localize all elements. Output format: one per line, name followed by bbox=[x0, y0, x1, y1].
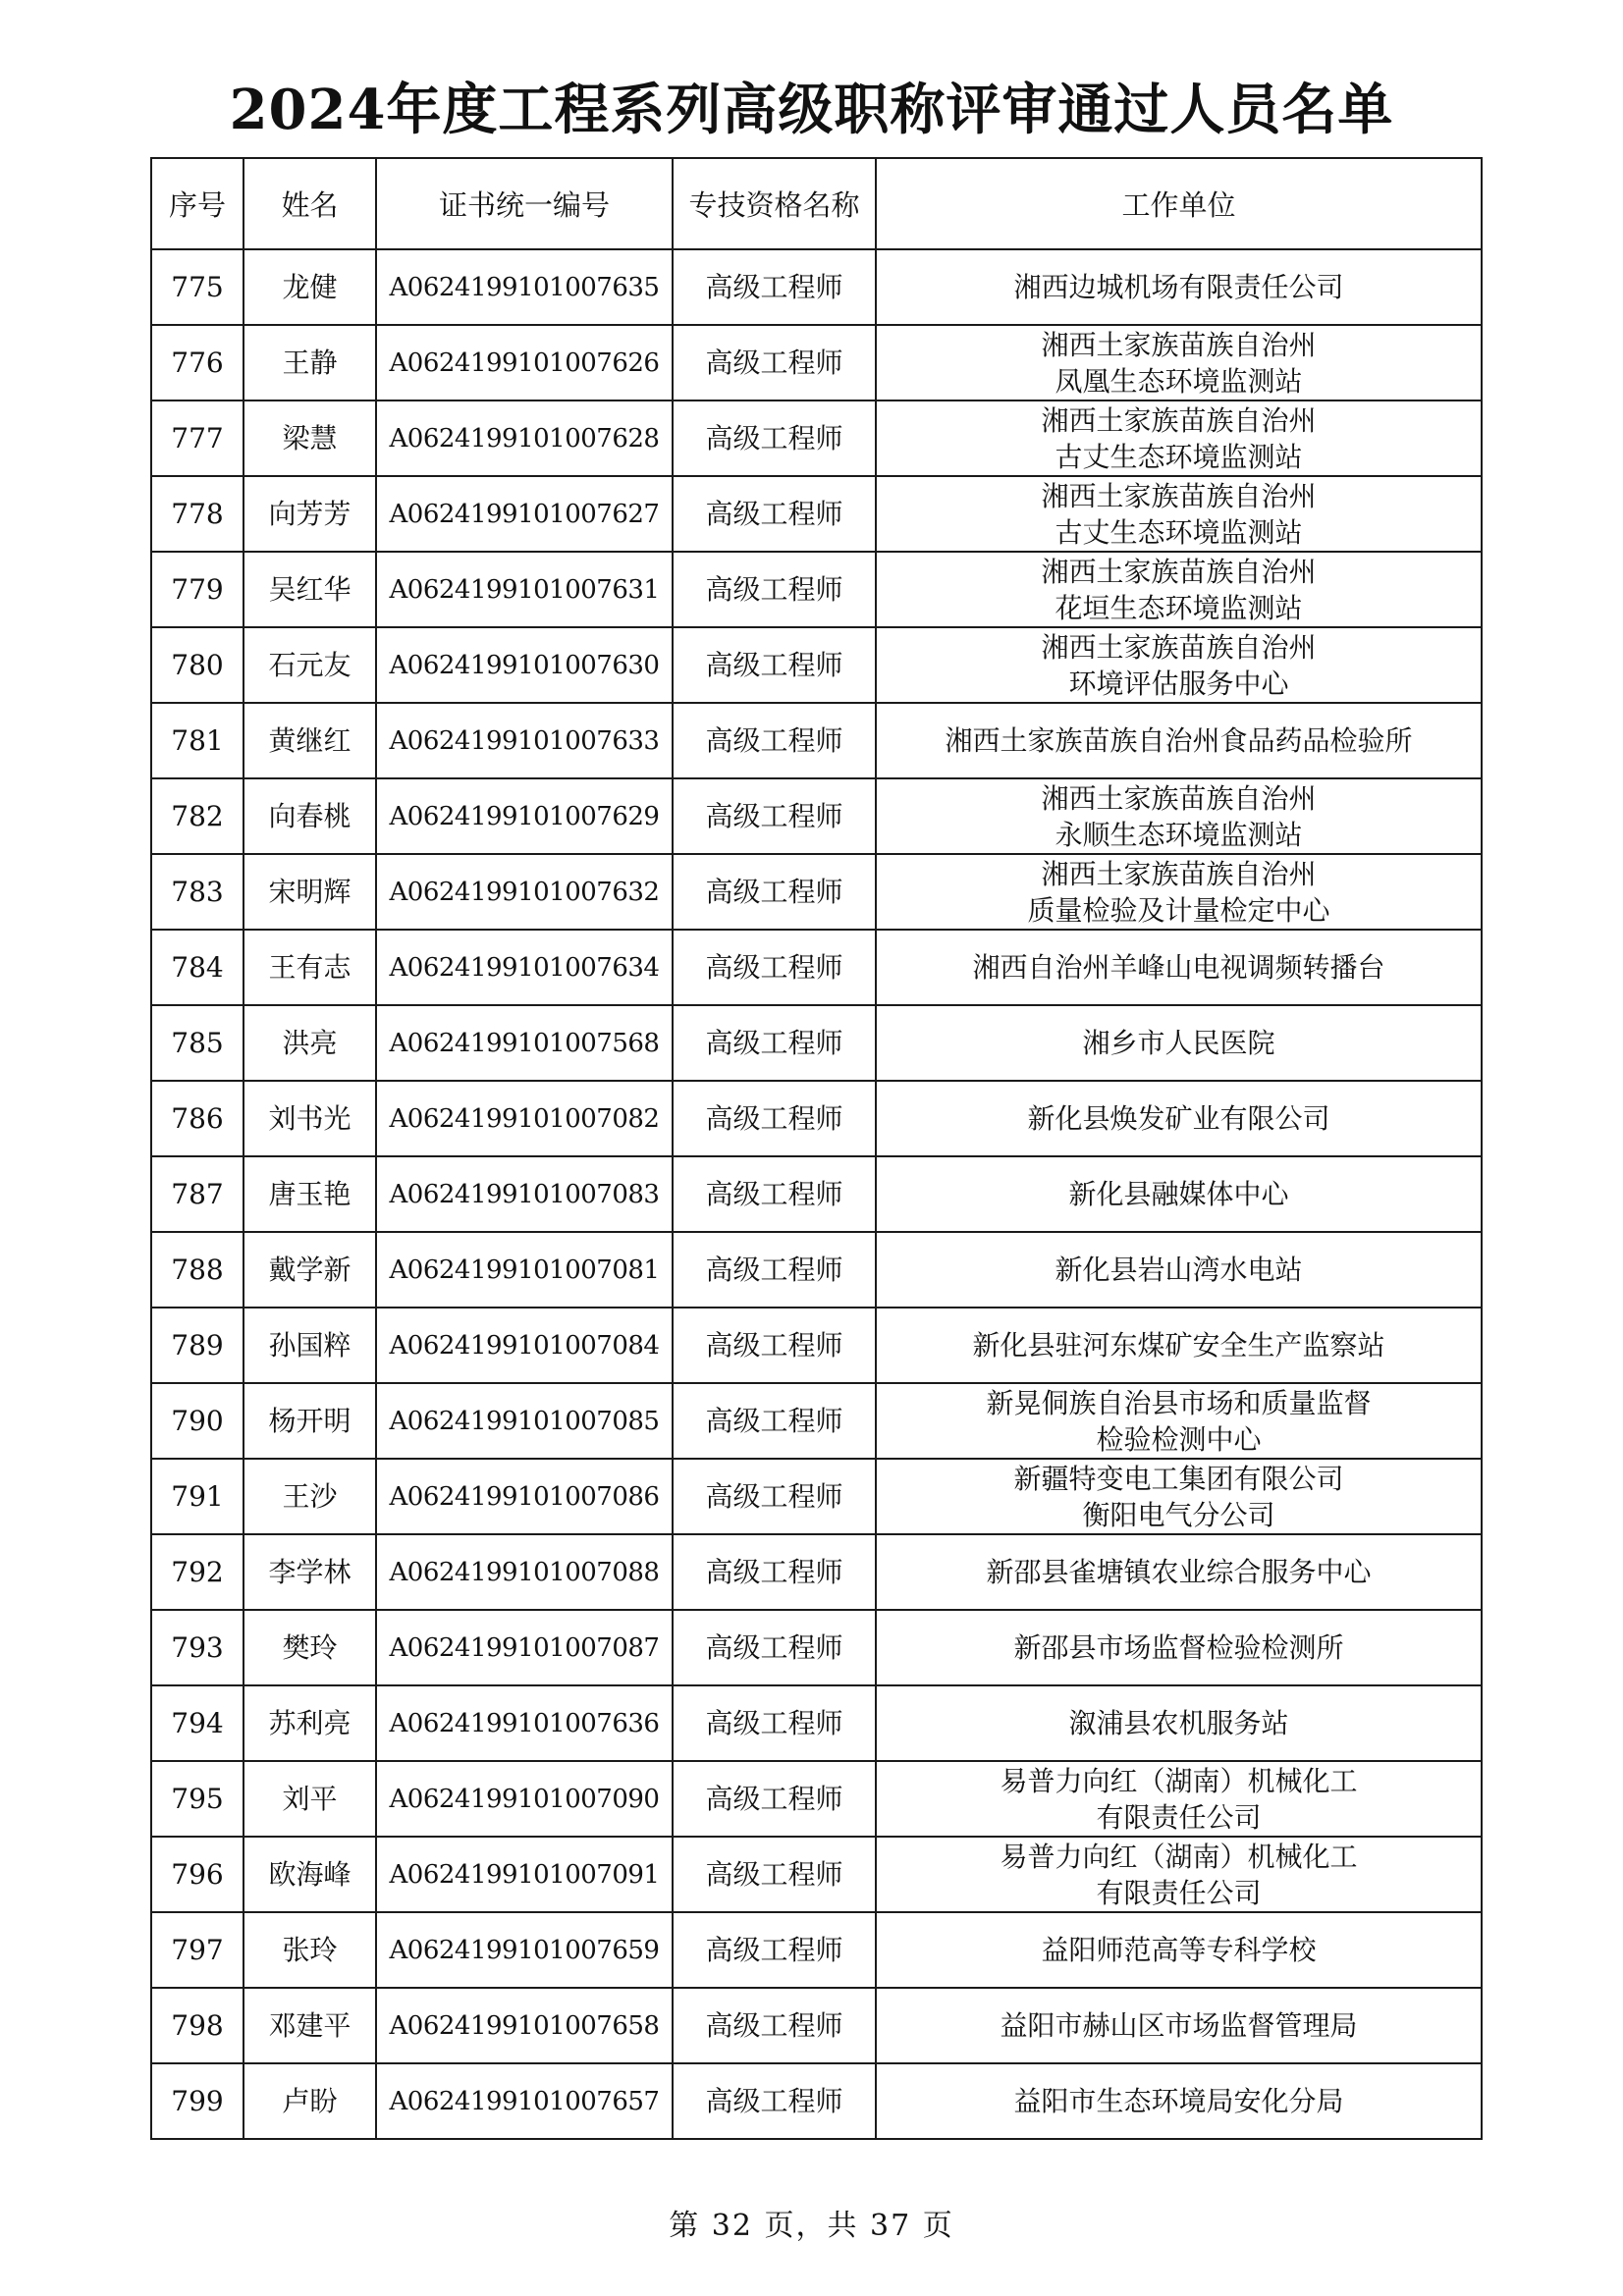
cell-work-unit bbox=[876, 1005, 1482, 1081]
page-number: 第 32 页，共 37 页 bbox=[669, 2209, 954, 2243]
cell-certificate-number: A0624199101007659 bbox=[376, 1912, 673, 1988]
table-header-row bbox=[151, 158, 1482, 249]
cell-work-unit bbox=[876, 1308, 1482, 1383]
cell-work-unit bbox=[876, 1383, 1482, 1459]
cell-name: 王静 bbox=[243, 325, 376, 400]
table-row bbox=[151, 1459, 1482, 1534]
cell-work-unit bbox=[876, 778, 1482, 854]
work-unit-line: 湘西土家族苗族自治州 bbox=[1041, 328, 1317, 361]
cell-name: 黄继红 bbox=[243, 703, 376, 778]
cell-serial-number: 793 bbox=[151, 1610, 243, 1685]
cell-work-unit bbox=[876, 1988, 1482, 2063]
cell-qualification: 高级工程师 bbox=[673, 2063, 876, 2139]
cell-work-unit bbox=[876, 1837, 1482, 1912]
work-unit-line: 易普力向红（湖南）机械化工 bbox=[1000, 1840, 1358, 1873]
work-unit-line: 湘西土家族苗族自治州 bbox=[1041, 781, 1317, 815]
cell-name: 向春桃 bbox=[243, 778, 376, 854]
cell-work-unit bbox=[876, 1534, 1482, 1610]
cell-certificate-number: A0624199101007086 bbox=[376, 1459, 673, 1534]
cell-qualification: 高级工程师 bbox=[673, 1383, 876, 1459]
document-title: 2024年度工程系列高级职称评审通过人员名单 bbox=[229, 78, 1394, 142]
table-row bbox=[151, 627, 1482, 703]
cell-qualification: 高级工程师 bbox=[673, 1610, 876, 1685]
cell-name: 杨开明 bbox=[243, 1383, 376, 1459]
work-unit-line: 湘西土家族苗族自治州 bbox=[1041, 857, 1317, 890]
cell-qualification: 高级工程师 bbox=[673, 1837, 876, 1912]
work-unit-line: 新化县岩山湾水电站 bbox=[1055, 1254, 1303, 1286]
cell-qualification: 高级工程师 bbox=[673, 627, 876, 703]
cell-qualification: 高级工程师 bbox=[673, 552, 876, 627]
work-unit-line: 湘西土家族苗族自治州 bbox=[1041, 403, 1317, 437]
table-row bbox=[151, 1761, 1482, 1837]
cell-name: 李学林 bbox=[243, 1534, 376, 1610]
cell-serial-number: 795 bbox=[151, 1761, 243, 1837]
work-unit-line: 湘西土家族苗族自治州 bbox=[1041, 630, 1317, 664]
cell-serial-number: 798 bbox=[151, 1988, 243, 2063]
table-row bbox=[151, 1156, 1482, 1232]
cell-certificate-number: A0624199101007081 bbox=[376, 1232, 673, 1308]
table-row bbox=[151, 2063, 1482, 2139]
cell-qualification: 高级工程师 bbox=[673, 1534, 876, 1610]
header-serial-number: 序号 bbox=[151, 158, 243, 249]
cell-qualification: 高级工程师 bbox=[673, 1156, 876, 1232]
table-row bbox=[151, 778, 1482, 854]
cell-serial-number: 782 bbox=[151, 778, 243, 854]
table-row bbox=[151, 1005, 1482, 1081]
table-row bbox=[151, 476, 1482, 552]
work-unit-line: 湘西土家族苗族自治州 bbox=[1041, 555, 1317, 588]
cell-serial-number: 792 bbox=[151, 1534, 243, 1610]
cell-certificate-number: A0624199101007632 bbox=[376, 854, 673, 930]
cell-work-unit bbox=[876, 400, 1482, 476]
table-row bbox=[151, 854, 1482, 930]
cell-certificate-number: A0624199101007634 bbox=[376, 930, 673, 1005]
work-unit-line: 花垣生态环境监测站 bbox=[1055, 591, 1303, 624]
cell-name: 欧海峰 bbox=[243, 1837, 376, 1912]
cell-qualification: 高级工程师 bbox=[673, 1912, 876, 1988]
work-unit-line: 新疆特变电工集团有限公司 bbox=[1013, 1462, 1344, 1495]
table-row bbox=[151, 249, 1482, 325]
cell-certificate-number: A0624199101007084 bbox=[376, 1308, 673, 1383]
cell-serial-number: 794 bbox=[151, 1685, 243, 1761]
cell-name: 石元友 bbox=[243, 627, 376, 703]
cell-name: 张玲 bbox=[243, 1912, 376, 1988]
cell-certificate-number: A0624199101007628 bbox=[376, 400, 673, 476]
cell-work-unit bbox=[876, 2063, 1482, 2139]
cell-qualification: 高级工程师 bbox=[673, 400, 876, 476]
cell-serial-number: 781 bbox=[151, 703, 243, 778]
work-unit-line: 永顺生态环境监测站 bbox=[1055, 818, 1303, 851]
cell-name: 王有志 bbox=[243, 930, 376, 1005]
work-unit-line: 湘西土家族苗族自治州 bbox=[1041, 479, 1317, 512]
table-row bbox=[151, 703, 1482, 778]
cell-work-unit bbox=[876, 552, 1482, 627]
cell-work-unit bbox=[876, 1459, 1482, 1534]
cell-qualification: 高级工程师 bbox=[673, 476, 876, 552]
cell-serial-number: 788 bbox=[151, 1232, 243, 1308]
work-unit-line: 环境评估服务中心 bbox=[1068, 667, 1289, 700]
header-qualification: 专技资格名称 bbox=[673, 158, 876, 249]
cell-serial-number: 797 bbox=[151, 1912, 243, 1988]
cell-name: 樊玲 bbox=[243, 1610, 376, 1685]
cell-work-unit bbox=[876, 930, 1482, 1005]
table-row bbox=[151, 1837, 1482, 1912]
cell-work-unit bbox=[876, 1081, 1482, 1156]
cell-serial-number: 783 bbox=[151, 854, 243, 930]
cell-certificate-number: A0624199101007626 bbox=[376, 325, 673, 400]
table-row bbox=[151, 400, 1482, 476]
cell-qualification: 高级工程师 bbox=[673, 1308, 876, 1383]
table-row bbox=[151, 1081, 1482, 1156]
table-row bbox=[151, 1988, 1482, 2063]
table-row bbox=[151, 1232, 1482, 1308]
work-unit-line: 凤凰生态环境监测站 bbox=[1055, 364, 1303, 398]
cell-name: 梁慧 bbox=[243, 400, 376, 476]
work-unit-line: 益阳师范高等专科学校 bbox=[1041, 1934, 1317, 1966]
header-certificate-number: 证书统一编号 bbox=[376, 158, 673, 249]
cell-certificate-number: A0624199101007636 bbox=[376, 1685, 673, 1761]
work-unit-line: 新邵县雀塘镇农业综合服务中心 bbox=[986, 1556, 1372, 1588]
cell-qualification: 高级工程师 bbox=[673, 1005, 876, 1081]
cell-certificate-number: A0624199101007568 bbox=[376, 1005, 673, 1081]
cell-qualification: 高级工程师 bbox=[673, 1232, 876, 1308]
work-unit-line: 益阳市赫山区市场监督管理局 bbox=[1000, 2009, 1358, 2042]
cell-serial-number: 780 bbox=[151, 627, 243, 703]
cell-serial-number: 791 bbox=[151, 1459, 243, 1534]
cell-qualification: 高级工程师 bbox=[673, 1459, 876, 1534]
table-row bbox=[151, 1912, 1482, 1988]
cell-serial-number: 786 bbox=[151, 1081, 243, 1156]
cell-work-unit bbox=[876, 1232, 1482, 1308]
work-unit-line: 新邵县市场监督检验检测所 bbox=[1013, 1631, 1344, 1664]
cell-certificate-number: A0624199101007630 bbox=[376, 627, 673, 703]
cell-name: 刘平 bbox=[243, 1761, 376, 1837]
cell-name: 苏利亮 bbox=[243, 1685, 376, 1761]
cell-qualification: 高级工程师 bbox=[673, 854, 876, 930]
cell-certificate-number: A0624199101007658 bbox=[376, 1988, 673, 2063]
work-unit-line: 湘西自治州羊峰山电视调频转播台 bbox=[972, 951, 1385, 984]
work-unit-line: 有限责任公司 bbox=[1096, 1800, 1262, 1834]
cell-certificate-number: A0624199101007085 bbox=[376, 1383, 673, 1459]
work-unit-line: 古丈生态环境监测站 bbox=[1055, 440, 1303, 473]
cell-serial-number: 779 bbox=[151, 552, 243, 627]
work-unit-line: 有限责任公司 bbox=[1096, 1876, 1262, 1909]
work-unit-line: 质量检验及计量检定中心 bbox=[1027, 893, 1330, 927]
work-unit-line: 湘乡市人民医院 bbox=[1082, 1027, 1275, 1059]
cell-work-unit bbox=[876, 1610, 1482, 1685]
cell-certificate-number: A0624199101007087 bbox=[376, 1610, 673, 1685]
cell-certificate-number: A0624199101007083 bbox=[376, 1156, 673, 1232]
cell-work-unit bbox=[876, 1685, 1482, 1761]
cell-serial-number: 789 bbox=[151, 1308, 243, 1383]
cell-serial-number: 785 bbox=[151, 1005, 243, 1081]
cell-name: 刘书光 bbox=[243, 1081, 376, 1156]
cell-serial-number: 790 bbox=[151, 1383, 243, 1459]
cell-name: 向芳芳 bbox=[243, 476, 376, 552]
cell-certificate-number: A0624199101007091 bbox=[376, 1837, 673, 1912]
cell-certificate-number: A0624199101007629 bbox=[376, 778, 673, 854]
table-row bbox=[151, 325, 1482, 400]
cell-name: 王沙 bbox=[243, 1459, 376, 1534]
cell-qualification: 高级工程师 bbox=[673, 778, 876, 854]
cell-work-unit bbox=[876, 854, 1482, 930]
work-unit-line: 新晃侗族自治县市场和质量监督 bbox=[986, 1386, 1372, 1419]
cell-work-unit bbox=[876, 1761, 1482, 1837]
cell-name: 孙国粹 bbox=[243, 1308, 376, 1383]
cell-certificate-number: A0624199101007627 bbox=[376, 476, 673, 552]
cell-certificate-number: A0624199101007082 bbox=[376, 1081, 673, 1156]
cell-name: 宋明辉 bbox=[243, 854, 376, 930]
table-row bbox=[151, 1685, 1482, 1761]
work-unit-line: 新化县焕发矿业有限公司 bbox=[1027, 1102, 1330, 1135]
table-row bbox=[151, 1610, 1482, 1685]
cell-work-unit bbox=[876, 249, 1482, 325]
cell-certificate-number: A0624199101007090 bbox=[376, 1761, 673, 1837]
cell-serial-number: 777 bbox=[151, 400, 243, 476]
cell-serial-number: 778 bbox=[151, 476, 243, 552]
cell-qualification: 高级工程师 bbox=[673, 930, 876, 1005]
cell-name: 戴学新 bbox=[243, 1232, 376, 1308]
cell-qualification: 高级工程师 bbox=[673, 1988, 876, 2063]
cell-serial-number: 776 bbox=[151, 325, 243, 400]
cell-certificate-number: A0624199101007633 bbox=[376, 703, 673, 778]
cell-qualification: 高级工程师 bbox=[673, 1761, 876, 1837]
work-unit-line: 易普力向红（湖南）机械化工 bbox=[1000, 1764, 1358, 1797]
work-unit-line: 湘西土家族苗族自治州食品药品检验所 bbox=[945, 724, 1413, 757]
table-row bbox=[151, 552, 1482, 627]
cell-name: 龙健 bbox=[243, 249, 376, 325]
cell-serial-number: 775 bbox=[151, 249, 243, 325]
cell-name: 卢盼 bbox=[243, 2063, 376, 2139]
cell-work-unit bbox=[876, 476, 1482, 552]
cell-name: 邓建平 bbox=[243, 1988, 376, 2063]
cell-serial-number: 799 bbox=[151, 2063, 243, 2139]
work-unit-line: 益阳市生态环境局安化分局 bbox=[1013, 2085, 1344, 2117]
personnel-table bbox=[150, 157, 1483, 2140]
cell-certificate-number: A0624199101007631 bbox=[376, 552, 673, 627]
cell-work-unit bbox=[876, 627, 1482, 703]
cell-qualification: 高级工程师 bbox=[673, 1685, 876, 1761]
cell-serial-number: 787 bbox=[151, 1156, 243, 1232]
table-row bbox=[151, 1308, 1482, 1383]
table-body bbox=[151, 249, 1482, 2139]
table-row bbox=[151, 1383, 1482, 1459]
work-unit-line: 湘西边城机场有限责任公司 bbox=[1013, 271, 1344, 303]
cell-certificate-number: A0624199101007657 bbox=[376, 2063, 673, 2139]
cell-work-unit bbox=[876, 703, 1482, 778]
cell-name: 洪亮 bbox=[243, 1005, 376, 1081]
cell-work-unit bbox=[876, 325, 1482, 400]
cell-qualification: 高级工程师 bbox=[673, 1081, 876, 1156]
work-unit-line: 古丈生态环境监测站 bbox=[1055, 515, 1303, 549]
table-row bbox=[151, 930, 1482, 1005]
header-work-unit: 工作单位 bbox=[876, 158, 1482, 249]
cell-work-unit bbox=[876, 1912, 1482, 1988]
cell-qualification: 高级工程师 bbox=[673, 325, 876, 400]
cell-qualification: 高级工程师 bbox=[673, 703, 876, 778]
work-unit-line: 新化县融媒体中心 bbox=[1068, 1178, 1289, 1210]
cell-name: 吴红华 bbox=[243, 552, 376, 627]
cell-certificate-number: A0624199101007088 bbox=[376, 1534, 673, 1610]
cell-serial-number: 784 bbox=[151, 930, 243, 1005]
work-unit-line: 检验检测中心 bbox=[1096, 1422, 1262, 1456]
cell-serial-number: 796 bbox=[151, 1837, 243, 1912]
header-name: 姓名 bbox=[243, 158, 376, 249]
work-unit-line: 溆浦县农机服务站 bbox=[1068, 1707, 1289, 1739]
cell-certificate-number: A0624199101007635 bbox=[376, 249, 673, 325]
work-unit-line: 新化县驻河东煤矿安全生产监察站 bbox=[972, 1329, 1385, 1362]
cell-work-unit bbox=[876, 1156, 1482, 1232]
cell-qualification: 高级工程师 bbox=[673, 249, 876, 325]
work-unit-line: 衡阳电气分公司 bbox=[1082, 1498, 1275, 1531]
table-row bbox=[151, 1534, 1482, 1610]
cell-name: 唐玉艳 bbox=[243, 1156, 376, 1232]
